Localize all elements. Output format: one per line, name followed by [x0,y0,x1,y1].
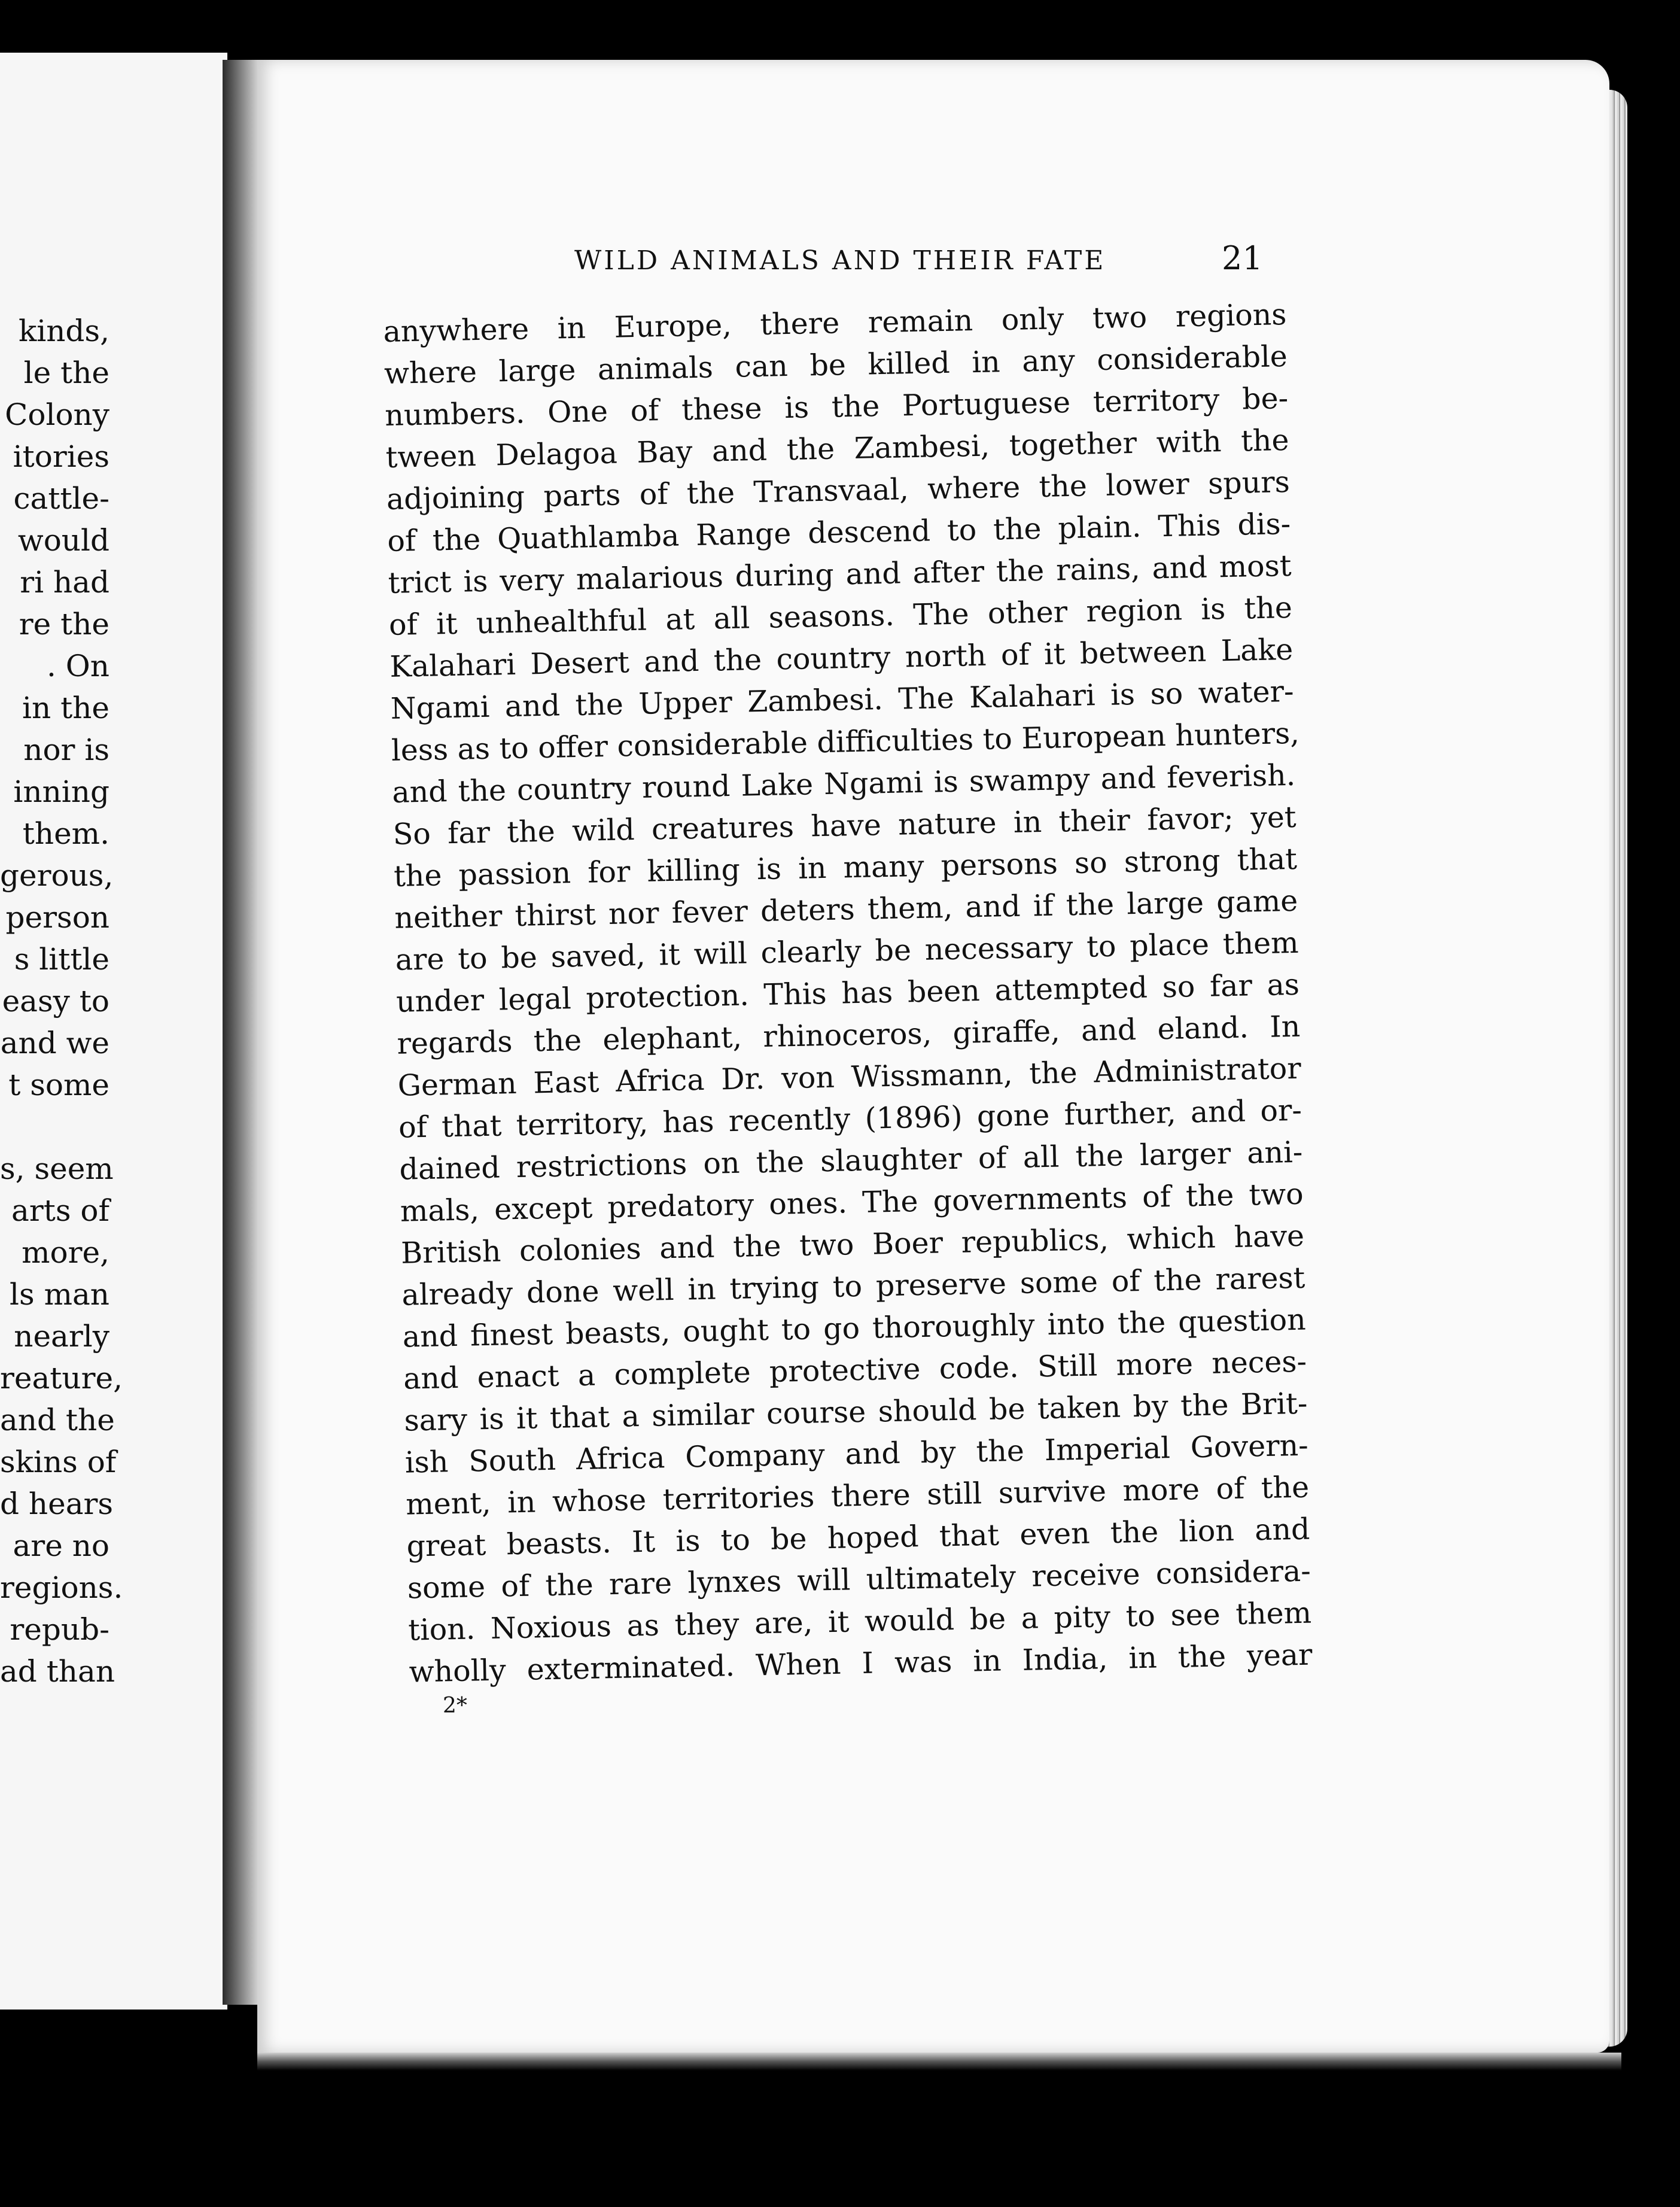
body-line: and enact a complete protective code. Still more neces- [403,1344,1307,1396]
left-page-line: would [17,523,109,558]
body-line: British colonies and the two Boer republics, which have [400,1218,1305,1270]
body-line: neither thirst nor fever deters them, and if the large game [394,883,1298,935]
body-line: under legal protection. This has been attempted so far as [395,967,1300,1019]
page-number: 21 [1222,239,1263,277]
left-page-line: gerous, [0,858,114,893]
left-page-line: and the [0,1403,115,1437]
signature-mark: 2* [443,1694,467,1718]
page-bottom-edge [257,2053,1621,2071]
left-page-line: them. [22,816,109,851]
body-line: tween Delagoa Bay and the Zambesi, together with the [385,422,1289,475]
body-line: dained restrictions on the slaughter of all the larger ani- [398,1135,1303,1187]
left-page-line: repub- [10,1612,109,1647]
body-line: ment, in whose territories there still survive more of the [405,1470,1310,1522]
body-line: great beasts. It is to be hoped that even the lion and [406,1512,1310,1564]
body-line: anywhere in Europe, there remain only two regions [383,297,1287,349]
left-page-line [0,1106,109,1148]
body-line: where large animals can be killed in any considerable [384,339,1288,391]
body-line: and finest beasts, ought to go thoroughly into the question [402,1302,1307,1354]
left-page-line: . On [47,649,109,683]
left-page-line: ri had [20,565,109,600]
left-page-line: nearly [14,1319,109,1354]
body-text [383,294,1313,1694]
body-line: numbers. One of these is the Portuguese territory be- [384,381,1289,433]
left-page-line: s little [14,942,109,977]
left-page-line: nor is [23,732,109,767]
body-line: some of the rare lynxes will ultimately receive considera- [407,1554,1311,1606]
body-line: sary is it that a similar course should be taken by the Brit- [404,1386,1308,1438]
left-page-line: itories [13,439,109,474]
body-line: Kalahari Desert and the country north of it between Lake [389,632,1294,684]
left-page-line: s, seem [0,1151,114,1186]
left-page-line: ad than [0,1654,115,1689]
body-line: ish South Africa Company and by the Imperial Govern- [404,1428,1309,1480]
left-page-line: are no [13,1528,109,1563]
left-page-line: in the [22,691,109,725]
body-line: Ngami and the Upper Zambesi. The Kalahari is so water- [390,674,1295,726]
body-line: regards the elephant, rhinoceros, giraffe, and eland. In [396,1009,1301,1061]
body-line: of it unhealthful at all seasons. The other region is the [388,590,1293,642]
left-page-line: more, [22,1235,109,1270]
left-page-line: and we [0,1026,109,1060]
left-page-line: re the [19,607,109,642]
body-line: So far the wild creatures have nature in their favor; yet [392,799,1297,852]
left-page-line: d hears [0,1486,114,1521]
body-line: trict is very malarious during and after the rains, and most [388,548,1292,600]
left-page-line: regions. [0,1570,123,1605]
left-page-line: reature, [0,1361,123,1396]
body-line: the passion for killing is in many persons so strong that [393,841,1298,893]
left-page-line: t some [8,1068,109,1102]
body-line: and the country round Lake Ngami is swampy and feverish. [391,758,1296,810]
body-line: of that territory, has recently (1896) gone further, and or- [398,1093,1302,1145]
body-line: are to be saved, it will clearly be necessary to place them [395,925,1299,977]
left-page-line: cattle- [13,481,109,516]
left-page-line: inning [13,774,109,809]
body-line: tion. Noxious as they are, it would be a pity to see them [407,1595,1312,1647]
body-line: adjoining parts of the Transvaal, where the lower spurs [386,464,1291,516]
left-page-line: person [5,900,109,935]
left-facing-page [0,53,227,2010]
body-line: less as to offer considerable difficulties to European hunters, [391,716,1300,768]
left-page-line: easy to [2,984,109,1019]
body-line: wholly exterminated. When I was in India, in the year [409,1637,1313,1689]
body-line: of the Quathlamba Range descend to the plain. This dis- [386,506,1291,558]
left-page-line: skins of [0,1445,117,1479]
left-page-line: arts of [11,1193,109,1228]
body-line: German East Africa Dr. von Wissmann, the Administrator [397,1051,1302,1103]
body-line: mals, except predatory ones. The governments of the two [400,1177,1304,1229]
left-page-line: ls man [10,1277,109,1312]
body-line: already done well in trying to preserve some of the rarest [401,1260,1305,1312]
left-page-text-fragments [0,310,123,1692]
left-page-line: le the [23,355,109,390]
left-page-line: kinds, [18,314,109,348]
left-page-line: Colony [5,397,109,432]
running-head: WILD ANIMALS AND THEIR FATE [574,245,1106,276]
